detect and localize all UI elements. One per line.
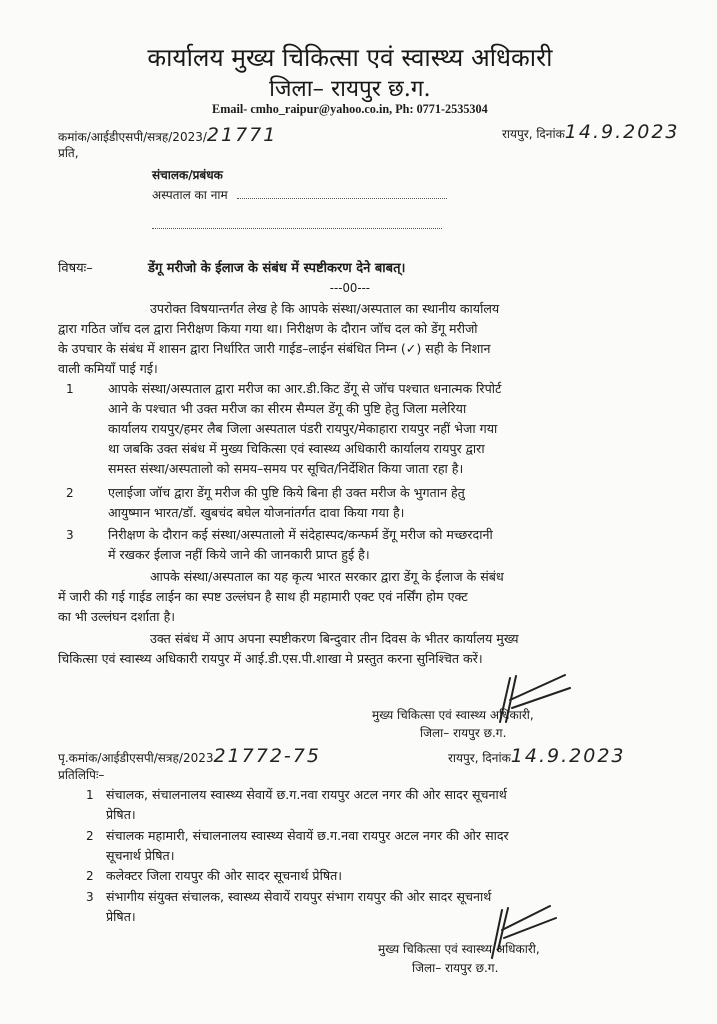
instruction-line: उक्त संबंध में आप अपना स्पष्टीकरण बिन्दुवार तीन दिवस के भीतर कार्यालय मुख्य [150,631,519,646]
point-line: आयुष्मान भारत/डॉ. खुबचंद बघेल योजनांतर्गत दावा किया गया है। [108,505,405,520]
copy-signatory-district: जिला– रायपुर छ.ग. [412,961,499,975]
hospital-name-blank [237,190,447,199]
point-line: था जबकि उक्त संबंध में मुख्य चिकित्सा एवं स्वास्थ्य अधिकारी कार्यालय रायपुर द्वारा [108,441,485,456]
point-line: आपके संस्था/अस्पताल द्वारा मरीज का आर.डी.किट डेंगू से जॉच पश्चात धनात्मक रिपोर्ट [108,381,502,396]
signatory-district: जिला– रायपुर छ.ग. [420,726,507,740]
violation-line: में जारी की गई गाईड लाईन का स्पष्ट उल्लंघन है साथ ही महामारी एक्ट एवं नर्सिंग होम एक्ट [58,589,468,604]
copy-handwritten-date: 14.9.2023 [510,745,626,767]
point-number: 1 [66,382,74,396]
copy-to-label: प्रतिलिपिः– [58,768,105,782]
point-line: में रखकर ईलाज नहीं किये जाने की जानकारी प्राप्त हुई है। [108,547,370,562]
copy-reference-prefix: पृ.कमांक/आईडीएसपी/सत्रह/2023 [58,751,214,765]
copy-reference-number [58,745,321,767]
copy-number: 3 [86,890,94,904]
point-line: समस्त संस्था/अस्पतालो को समय–समय पर सूचित/निर्देशित किया जाता रहा है। [108,461,464,476]
subject-text: डेंगू मरीजो के ईलाज के संबंध में स्पष्टीकरण देने बाबत्। [148,261,406,276]
point-line: निरीक्षण के दौरान कई संस्था/अस्पतालो में संदेहास्पद/कन्फर्म डेंगू मरीज को मच्छरदानी [108,527,493,542]
copy-number: 1 [86,788,94,802]
point-line: एलाईजा जॉच द्वारा डेंगू मरीज की पुष्टि किये बिना ही उक्त मरीज के भुगतान हेतु [108,485,465,500]
copy-reference-date [448,745,626,767]
contact-line: Email- cmho_raipur@yahoo.co.in, Ph: 0771-2535304 [212,102,488,116]
place-date-label: रायपुर, दिनांक [502,127,565,141]
point-line: कार्यालय रायपुर/हमर लैब जिला अस्पताल पंडरी रायपुर/मेकाहारा रायपुर नहीं भेजा गया [108,421,498,436]
violation-line: आपके संस्था/अस्पताल का यह कृत्य भारत सरकार द्वारा डेंगू के ईलाज के संबंध [150,569,504,584]
hospital-address-line [152,214,442,233]
district-heading: जिला– रायपुर छ.ग. [269,76,431,102]
copy-number: 2 [86,869,94,883]
intro-line: द्वारा गठित जॉच दल द्वारा निरीक्षण किया गया था। निरीक्षण के दौरान जॉच दल को डेंगू मरीजो [58,321,478,336]
office-heading: कार्यालय मुख्य चिकित्सा एवं स्वास्थ्य अधिकारी [147,43,553,72]
subject-separator: ---00--- [329,281,371,295]
copy-line: प्रेषित। [106,909,136,924]
hospital-address-blank [152,220,442,229]
copy-signatory-designation: मुख्य चिकित्सा एवं स्वास्थ्य अधिकारी, [378,942,540,956]
reference-prefix: कमांक/आईडीएसपी/सत्रह/2023/ [58,130,207,144]
copy-line: संभागीय संयुक्त संचालक, स्वास्थ्य सेवायें रायपुर संभाग रायपुर की ओर सादर सूचनार्थ [106,889,492,904]
instruction-line: चिकित्सा एवं स्वास्थ्य अधिकारी रायपुर में आई.डी.एस.पी.शाखा मे प्रस्तुत करना सुनिश्चित करें। [58,651,483,666]
to-label: प्रति, [58,146,79,160]
copy-number: 2 [86,829,94,843]
copy-line: प्रेषित। [106,807,136,822]
copy-line: कलेक्टर जिला रायपुर की ओर सादर सूचनार्थ प्रेषित। [106,868,343,883]
copy-place-date-label: रायपुर, दिनांक [448,751,511,765]
copy-handwritten-number: 21772-75 [213,745,321,767]
violation-line: का भी उल्लंघन दर्शाता है। [58,609,176,624]
handwritten-date: 14.9.2023 [564,121,680,143]
addressee-designation: संचालक/प्रबंधक [152,168,223,182]
hospital-name-label: अस्पताल का नाम [152,188,228,202]
copy-line: संचालक, संचालनालय स्वास्थ्य सेवायें छ.ग.नवा रायपुर अटल नगर की ओर सादर सूचनार्थ [106,787,507,802]
point-number: 2 [66,486,74,500]
reference-handwritten-number: 21771 [206,124,278,146]
subject-label: विषयः– [58,261,93,276]
copy-line: सूचनार्थ प्रेषित। [106,848,175,863]
intro-line: वाली कमियॉं पाई गई। [58,361,158,376]
point-number: 3 [66,528,74,542]
signatory-designation: मुख्य चिकित्सा एवं स्वास्थ्य अधिकारी, [372,708,534,722]
intro-line: उपरोक्त विषयान्तर्गत लेख हे कि आपके संस्था/अस्पताल का स्थानीय कार्यालय [150,301,500,316]
reference-date [502,121,680,143]
point-line: आने के पश्चात भी उक्त मरीज का सीरम सैम्पल डेंगू की पुष्टि हेतु जिला मलेरिया [108,401,467,416]
hospital-name-line [152,186,447,203]
reference-number [58,124,277,146]
copy-line: संचालक महामारी, संचालनालय स्वास्थ्य सेवायें छ.ग.नवा रायपुर अटल नगर की ओर सादर [106,828,509,843]
intro-line: के उपचार के संबंध में शासन द्वारा निर्धारित जारी गाईड–लाईन संबंधित निम्न (✓) सही के निशान [58,341,491,356]
